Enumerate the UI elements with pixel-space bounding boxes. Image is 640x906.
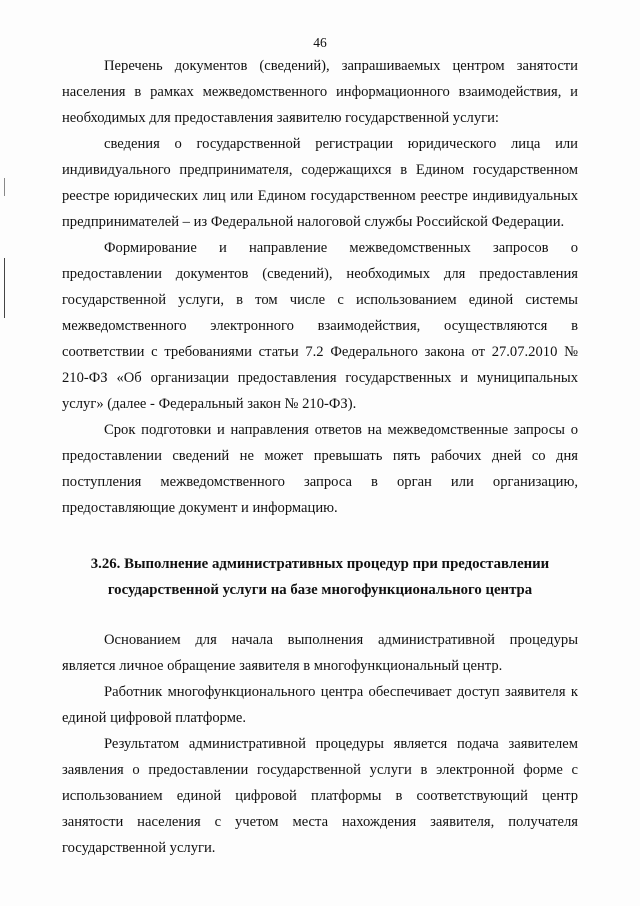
paragraph-registration-info: сведения о государственной регистрации юридического лица или индивидуального предпринимателя, содержащихся в Едином государственном реестре юридических лиц или Едином государственном реестре индивидуальных предпринимателей – из Федеральной налоговой службы Российской Федерации. bbox=[62, 136, 578, 230]
paragraph-procedure-result: Результатом административной процедуры является подача заявителем заявления о предоставлении государственной услуги в электронной форме с использованием единой цифровой платформы в соответствующий центр занятости населения с учетом места нахождения заявителя, получателя государственной услуги. bbox=[62, 736, 578, 856]
paragraph-mfc-access: Работник многофункционального центра обеспечивает доступ заявителя к единой цифровой платформе. bbox=[62, 684, 578, 726]
section-heading-line-2: государственной услуги на базе многофункционального центра bbox=[107, 582, 533, 598]
section-heading-line-1: 3.26. Выполнение административных процедур при предоставлении bbox=[90, 556, 550, 572]
section-heading bbox=[62, 551, 578, 603]
scan-margin-mark bbox=[4, 258, 5, 318]
page-number: 46 bbox=[313, 35, 327, 50]
paragraph-response-deadline: Срок подготовки и направления ответов на межведомственные запросы о предоставлении сведений не может превышать пять рабочих дней со дня поступления межведомственного запроса в орган или организацию, предоставляющие документ и информацию. bbox=[62, 422, 578, 516]
paragraph-interagency-requests: Формирование и направление межведомственных запросов о предоставлении документов (сведений), необходимых для предоставления государственной услуги, в том числе с использованием единой системы межведомственного электронного взаимодействия, осуществляются в соответствии с требованиями статьи 7.2 Федерального закона от 27.07.2010 № 210-ФЗ «Об организации предоставления государственных и муниципальных услуг» (далее - Федеральный закон № 210-ФЗ). bbox=[62, 240, 578, 412]
scan-margin-mark bbox=[4, 178, 5, 196]
paragraph-procedure-basis: Основанием для начала выполнения административной процедуры является личное обращение заявителя в многофункциональный центр. bbox=[62, 632, 578, 674]
paragraph-documents-list: Перечень документов (сведений), запрашиваемых центром занятости населения в рамках межведомственного информационного взаимодействия, и необходимых для предоставления заявителю государственной услуги: bbox=[62, 58, 578, 126]
document-body bbox=[62, 53, 578, 861]
